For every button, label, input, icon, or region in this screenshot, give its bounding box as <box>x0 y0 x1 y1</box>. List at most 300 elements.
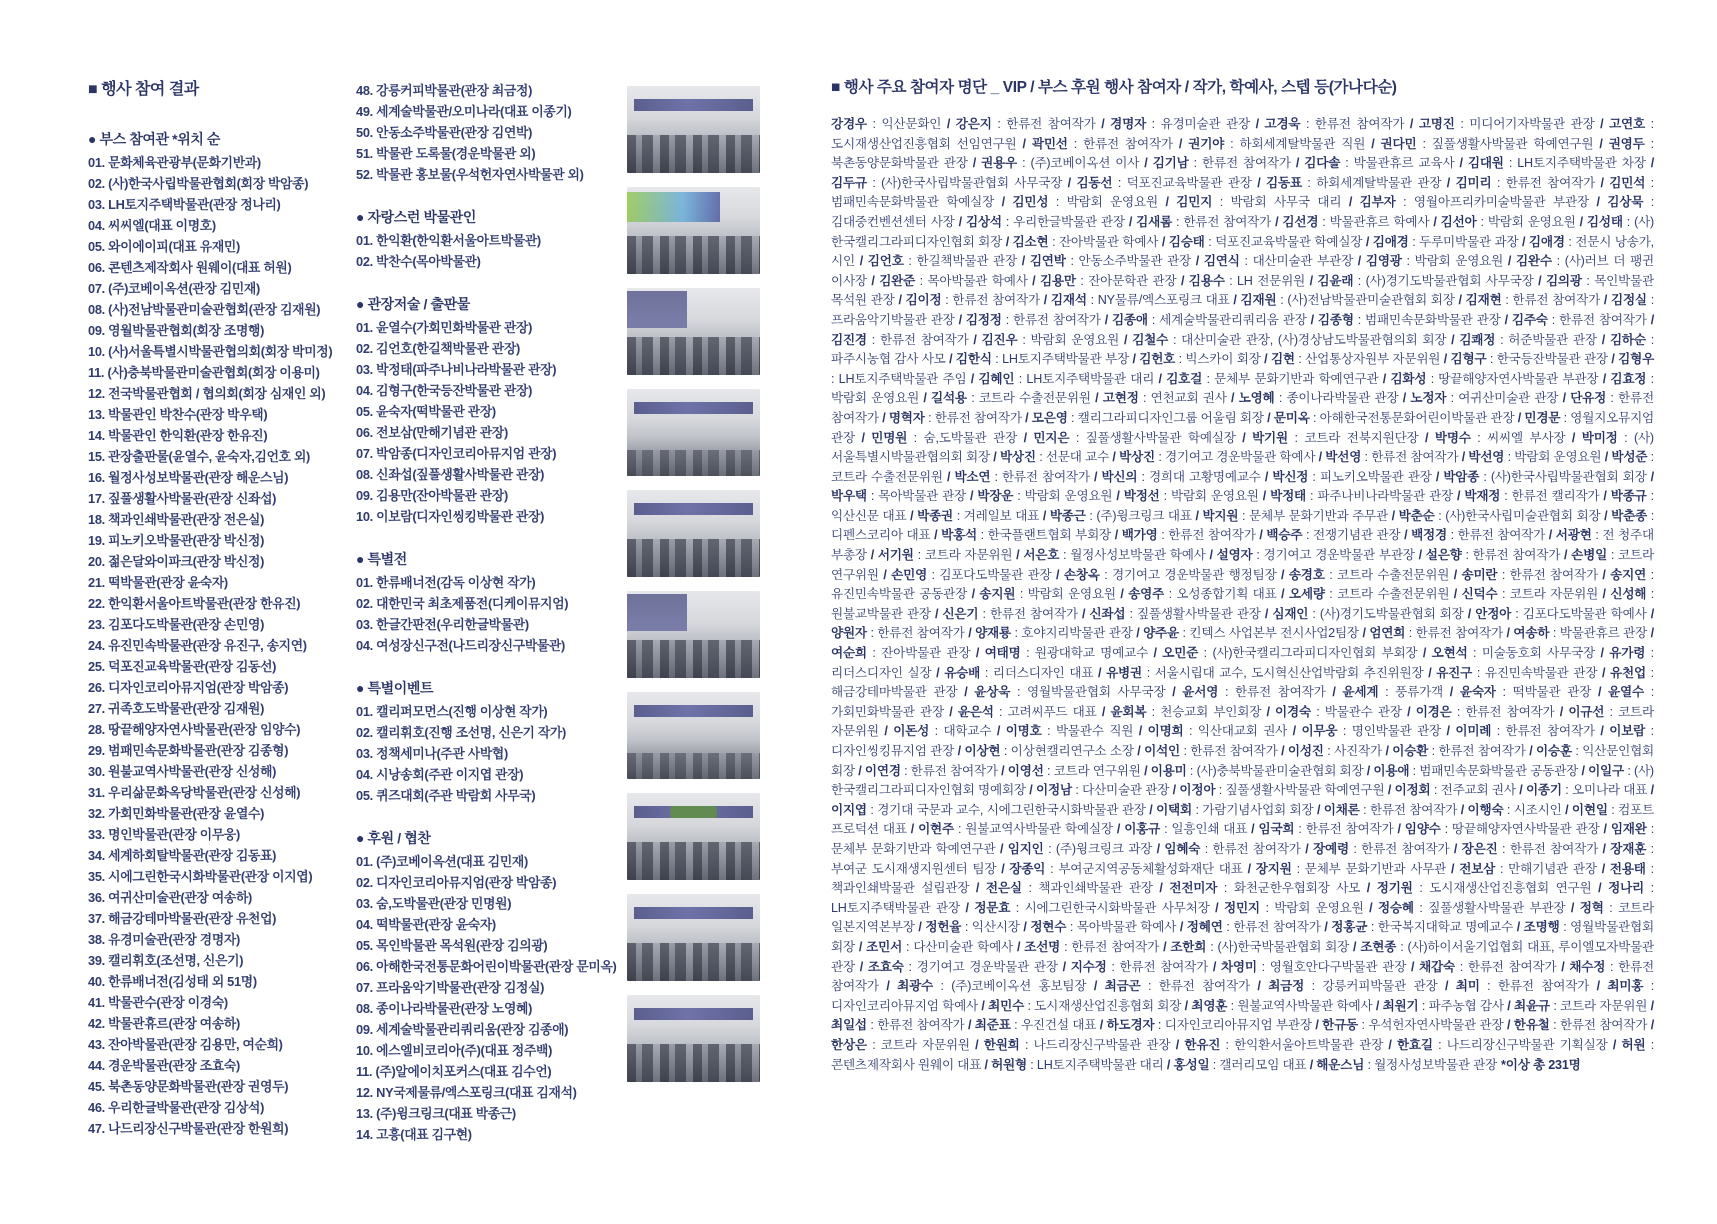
list-item: 34. 세계하회탈박물관(관장 김동표) <box>88 848 277 863</box>
participant-role: 연천교회 권사 <box>1150 391 1227 406</box>
list-item: 11. (주)알에이치포커스(대표 김수언) <box>356 1064 552 1079</box>
slash-separator: / <box>1594 724 1610 739</box>
slash-separator: / <box>1235 430 1253 445</box>
colon-separator: : <box>1440 822 1452 837</box>
slash-separator: / <box>1249 979 1269 994</box>
slash-separator: / <box>942 469 955 484</box>
participant-name: 오민준 <box>1162 646 1199 661</box>
participant-role: 한류전 참여작가 <box>1505 724 1595 739</box>
slash-separator: / <box>1360 881 1377 896</box>
slash-separator: / <box>1646 469 1654 484</box>
colon-separator: : <box>1204 234 1216 249</box>
colon-separator: : <box>1045 861 1059 876</box>
participant-role: 두루미박물관 과장 <box>1419 234 1519 249</box>
slash-separator: / <box>1090 391 1103 406</box>
participant-role: 덕포진교육박물관 관장 <box>1126 175 1252 190</box>
participant-name: 이홍규 <box>1124 822 1161 837</box>
participant-entry <box>1301 724 1455 738</box>
slash-separator: / <box>1514 410 1525 425</box>
slash-separator: / <box>1089 469 1102 484</box>
colon-separator: : <box>1646 371 1654 386</box>
slash-separator: / <box>1152 841 1165 856</box>
colon-separator: : <box>866 332 880 347</box>
participant-name: 정홍균 <box>1331 920 1368 935</box>
colon-separator: : <box>1495 332 1509 347</box>
colon-separator: : <box>866 646 882 661</box>
participant-role: (사)서울특별시박물관협의회 회장 <box>831 430 1654 465</box>
section-list <box>356 572 596 656</box>
colon-separator: : <box>1198 646 1213 661</box>
colon-separator: : <box>1571 744 1583 758</box>
participant-name: 유천업 <box>1610 665 1646 680</box>
participant-role: (사)한국캘리그라피디자인협회 회장 <box>831 214 1655 249</box>
participant-name: 모은영 <box>1031 410 1068 425</box>
colon-separator: : <box>1010 1018 1021 1033</box>
participant-entry <box>975 1018 1107 1032</box>
participant-name: 김정정 <box>965 312 1002 327</box>
participant-role: 영월아프리카미술박물관 부관장 <box>1413 195 1589 210</box>
participant-name: 허원형 <box>991 1057 1027 1072</box>
participant-role: 도시재생산업진흥협회 연구원 <box>1429 881 1592 896</box>
participant-name: 최원기 <box>1382 998 1419 1013</box>
slash-separator: / <box>1300 841 1314 856</box>
colon-separator: : <box>1024 998 1035 1013</box>
participant-name: 이미례 <box>1455 724 1492 739</box>
slash-separator: / <box>1647 998 1654 1013</box>
slash-separator: / <box>1208 959 1221 974</box>
participant-name: 김재석 <box>1050 293 1087 308</box>
participant-name: 김민지 <box>1176 195 1213 210</box>
slash-separator: / <box>1454 156 1468 171</box>
list-item: 35. 시에그린한국시화박물관(관장 이지엽) <box>88 869 313 884</box>
participant-role: 김포다도박물관 관장 <box>939 567 1052 582</box>
participant-entry <box>889 411 1032 425</box>
participant-name: 장지원 <box>1255 861 1292 876</box>
colon-separator: : <box>1010 900 1025 915</box>
participant-entry <box>1176 195 1359 209</box>
participant-name: 박상진 <box>1119 450 1155 465</box>
list-item: 21. 떡박물관(관장 윤숙자) <box>88 575 228 590</box>
participant-entry <box>1110 117 1264 131</box>
participant-entry <box>891 568 1064 582</box>
colon-separator: : <box>941 293 953 308</box>
list-item: 01. (주)코베이옥션(대표 김민재) <box>356 854 528 869</box>
slash-separator: / <box>1599 489 1611 504</box>
colon-separator: : <box>1300 117 1315 131</box>
participant-role: 떡박물관 관장 <box>1512 685 1592 700</box>
participant-role: 한류전 참여작가 <box>1559 312 1647 327</box>
participant-name: 오현석 <box>1431 646 1468 661</box>
colon-separator: : <box>1472 665 1485 680</box>
participant-name: 김민석 <box>1609 175 1646 190</box>
colon-separator: : <box>1603 900 1619 915</box>
list-item: 42. 박물관휴르(관장 여송하) <box>88 1016 240 1031</box>
participant-entry <box>964 744 1144 758</box>
participant-name: 이현일 <box>1571 802 1608 817</box>
colon-separator: : <box>1310 704 1325 719</box>
participant-role: 디자인코리아뮤지엄 부관장 <box>1164 1018 1312 1033</box>
participant-role: 한류전 참여작가 <box>1001 469 1090 484</box>
colon-separator: : <box>1183 724 1198 739</box>
participant-name: 권용우 <box>981 156 1018 171</box>
slash-separator: / <box>1086 979 1105 994</box>
slash-separator: / <box>1453 489 1465 504</box>
slash-separator: / <box>1595 646 1610 661</box>
participant-entry <box>1272 470 1443 484</box>
participant-name: 손민영 <box>891 567 928 582</box>
event-photo <box>627 591 760 678</box>
participant-entry <box>1360 195 1608 209</box>
participant-entry <box>1462 842 1611 856</box>
slash-separator: / <box>954 744 965 758</box>
participant-name: 최준표 <box>974 1018 1011 1033</box>
participant-entry <box>1169 881 1376 895</box>
slash-separator: / <box>1276 567 1289 582</box>
participant-entry <box>1318 313 1512 327</box>
participant-role: 한류전 참여작가 <box>910 763 998 778</box>
participant-role: 잔아문학관 관장 <box>1088 273 1177 288</box>
participant-entry <box>1324 803 1468 817</box>
list-item: 14. 고흥(대표 김구현) <box>356 1127 472 1142</box>
colon-separator: : <box>993 704 1008 719</box>
participant-role: (사)한국사립미술관협회 회장 <box>1445 508 1601 523</box>
participant-entry <box>1342 685 1459 699</box>
list-item: 51. 박물관 도록물(경운박물관 외) <box>356 146 536 161</box>
slash-separator: / <box>1463 606 1476 621</box>
participant-role: 코트라 자문위원 <box>831 704 1654 739</box>
participant-name: 이행숙 <box>1467 802 1504 817</box>
participant-role: 캘리그라피디자인그룹 어울림 회장 <box>1077 410 1264 425</box>
colon-separator: : <box>1001 312 1013 327</box>
participant-entry <box>1390 372 1610 386</box>
list-item: 24. 유진민속박물관(관장 유진구, 송지연) <box>88 638 307 653</box>
slash-separator: / <box>878 979 898 994</box>
participant-role: 아해한국전통문화어린이박물관 관장 <box>1319 410 1515 425</box>
participant-name: 이정아 <box>1179 783 1216 798</box>
slash-separator: / <box>1404 117 1419 131</box>
participant-entry <box>831 803 1156 817</box>
slash-separator: / <box>1247 822 1259 837</box>
colon-separator: : <box>1434 508 1446 523</box>
list-item: 02. 김언호(한길책박물관 관장) <box>356 341 521 356</box>
participant-role: 가회민화박물관 관장 <box>831 704 944 719</box>
participant-name: 김진우 <box>981 332 1018 347</box>
participant-role: 한류전 참여작가 <box>934 410 1022 425</box>
participant-entry <box>831 626 975 640</box>
participant-entry <box>1366 254 1516 268</box>
participant-name: 홍성일 <box>1173 1057 1210 1072</box>
participant-role: 문체부 문화기반과 학예연구관 <box>831 841 996 856</box>
list-item: 08. (사)전남박물관미술관협회(관장 김재원) <box>88 302 321 317</box>
list-item: 29. 범패민속문화박물관(관장 김종형) <box>88 743 289 758</box>
colon-separator: : <box>1291 861 1305 876</box>
participant-role: 한길책박물관 관장 <box>916 254 1017 269</box>
participant-name: 김주숙 <box>1511 312 1548 327</box>
participant-role: 한류전 참여작가 <box>1202 156 1291 171</box>
participant-entry <box>1416 705 1569 719</box>
participant-role: 코트라 자문위원 <box>880 1037 970 1052</box>
colon-separator: : <box>1409 763 1420 778</box>
participant-role: 천승교회 부인회장 <box>1160 704 1262 719</box>
colon-separator: : <box>1067 410 1078 425</box>
participant-role: LH 전문위원 <box>1237 273 1306 288</box>
participant-entry <box>1101 470 1272 484</box>
slash-separator: / <box>1170 1037 1185 1052</box>
section <box>356 678 596 806</box>
participant-name: 길석용 <box>931 391 967 406</box>
participant-name: 장은진 <box>1461 841 1498 856</box>
participant-entry <box>1373 764 1588 778</box>
participant-name: 조현종 <box>1360 939 1397 954</box>
participant-role: 디자인코리아뮤지엄 학예사 <box>831 998 979 1013</box>
colon-separator: : <box>900 763 911 778</box>
participant-name: 하도경자 <box>1106 1018 1155 1033</box>
slash-separator: / <box>1100 312 1112 327</box>
colon-separator: : <box>1418 998 1429 1013</box>
colon-separator: : <box>1645 175 1654 190</box>
colon-separator: : <box>1067 136 1084 151</box>
participant-role: (주)윙크링크 대표 <box>1096 508 1192 523</box>
participant-entry <box>978 372 1166 386</box>
slash-separator: / <box>1205 548 1217 563</box>
participant-role: 한류전 참여작가 <box>1465 704 1555 719</box>
list-item: 11. (사)충북박물관미술관협회(회장 이용미) <box>88 365 320 380</box>
list-item: 04. 김형구(한국등잔박물관 관장) <box>356 383 533 398</box>
slash-separator: / <box>1157 195 1177 210</box>
participant-name: 최미홍 <box>1607 979 1644 994</box>
participant-entry <box>1162 646 1431 660</box>
colon-separator: : <box>1015 587 1028 602</box>
colon-separator: : <box>1220 1037 1235 1052</box>
colon-separator: : <box>1559 920 1571 935</box>
participant-entry <box>1110 705 1275 719</box>
colon-separator: : <box>1302 528 1313 543</box>
slash-separator: / <box>1598 371 1611 386</box>
participant-role: 부여군지역공동체활성화재단 대표 <box>1058 861 1243 876</box>
slash-separator: / <box>1133 724 1148 739</box>
participant-role: 목아박물관 학예사 <box>1076 920 1177 935</box>
participant-role: 코트라 수출전문위원 <box>978 391 1091 406</box>
participant-name: 이경숙 <box>1275 704 1311 719</box>
participant-entry <box>1426 548 1571 562</box>
participant-name: 김연박 <box>1029 254 1066 269</box>
participant-role: 빅스카이 회장 <box>1185 352 1261 367</box>
list-item: 36. 여귀산미술관(관장 여송하) <box>88 890 253 905</box>
list-item: 01. 캘리퍼모먼스(진행 이상현 작가) <box>356 704 548 719</box>
participant-name: 이돈성 <box>893 724 930 739</box>
participant-role: 대산미술관 부관장 <box>1252 254 1354 269</box>
list-item: 04. 씨씨엘(대표 이명호) <box>88 218 216 233</box>
participant-name: 고명진 <box>1418 117 1455 131</box>
colon-separator: : <box>1021 881 1039 896</box>
list-item: 02. 캘리휘호(진행 조선명, 신은기 작가) <box>356 725 566 740</box>
participant-entry <box>1136 215 1282 229</box>
participant-role: 이상현캘리연구소 소장 <box>1010 744 1134 758</box>
participant-entry <box>1119 450 1325 464</box>
participant-name: 송지연 <box>1610 567 1647 582</box>
participant-name: 엄연희 <box>1369 626 1406 641</box>
participant-name: 최광수 <box>897 979 934 994</box>
participant-entry <box>1475 607 1654 621</box>
participant-role: 영월호안다구박물관 관장 <box>1269 959 1407 974</box>
slash-separator: / <box>930 606 943 621</box>
participant-role: 디펜스코리아 대표 <box>831 528 931 543</box>
section <box>356 549 596 656</box>
participant-name: 백승주 <box>1266 528 1303 543</box>
participant-entry <box>918 822 1124 836</box>
slash-separator: / <box>1077 606 1090 621</box>
colon-separator: : <box>1146 704 1161 719</box>
colon-separator: : <box>1017 156 1031 171</box>
participant-name: 설영자 <box>1216 548 1253 563</box>
participant-role: 경기여고 경운박물관 행정팀장 <box>1112 567 1277 582</box>
slash-separator: / <box>866 548 878 563</box>
participant-entry <box>1106 666 1436 680</box>
participant-name: 최금정 <box>1268 979 1305 994</box>
participant-name: 박정태 <box>1270 489 1307 504</box>
participant-role: 호야지리박물관 관장 <box>1021 626 1133 641</box>
colon-separator: : <box>978 606 990 621</box>
colon-separator: : <box>915 273 928 288</box>
slash-separator: / <box>1591 881 1609 896</box>
slash-separator: / <box>1260 469 1273 484</box>
colon-separator: : <box>1306 489 1318 504</box>
slash-separator: / <box>995 841 1008 856</box>
participant-name: 한규동 <box>1322 1018 1359 1033</box>
participant-role: 풍류가객 <box>1395 685 1444 700</box>
slash-separator: / <box>994 195 1013 210</box>
colon-separator: : <box>1324 567 1338 582</box>
colon-separator: : <box>1309 410 1320 425</box>
participant-name: 임지인 <box>1007 841 1044 856</box>
participant-entry <box>1405 822 1611 836</box>
participant-role: 한류전 참여작가 <box>1509 567 1598 582</box>
colon-separator: : <box>1430 783 1441 798</box>
participant-entry <box>906 293 1051 307</box>
slash-separator: / <box>1016 136 1032 151</box>
participant-name: 채갑숙 <box>1419 959 1455 974</box>
participant-entry <box>1456 176 1610 190</box>
participant-entry <box>871 431 1033 445</box>
slash-separator: / <box>1597 567 1611 582</box>
participant-role: 나드리장신구박물관 관장 <box>1033 1037 1171 1052</box>
participant-name: 김윤래 <box>1317 273 1354 288</box>
colon-separator: : <box>1645 724 1654 739</box>
colon-separator: : <box>1215 783 1226 798</box>
participant-role: 박물관휴르 관장 <box>1559 626 1648 641</box>
colon-separator: : <box>1001 214 1014 229</box>
colon-separator: : <box>1401 254 1415 269</box>
slash-separator: / <box>1306 1057 1317 1072</box>
participant-entry <box>991 1058 1173 1072</box>
participant-name: 안정아 <box>1475 606 1512 621</box>
participant-role: 우리한글박물관 관장 <box>1013 214 1125 229</box>
section-heading: ● 특별이벤트 <box>356 680 434 696</box>
section <box>356 207 596 272</box>
colon-separator: : <box>1085 508 1097 523</box>
participant-entry <box>977 489 1123 503</box>
slash-separator: / <box>1363 763 1374 778</box>
participant-entry <box>831 117 956 131</box>
participant-role: 익산시장 <box>971 920 1020 935</box>
colon-separator: : <box>1364 1057 1375 1072</box>
participant-entry <box>979 587 1128 601</box>
participant-entry <box>1112 313 1318 327</box>
participant-entry <box>1411 528 1556 542</box>
participant-role: 미술동호회 사무국장 <box>1481 646 1595 661</box>
slash-separator: / <box>1431 469 1444 484</box>
colon-separator: : <box>1252 548 1264 563</box>
participant-role: 만해기념관 관장 <box>1508 861 1597 876</box>
participant-name: 곽민선 <box>1031 136 1068 151</box>
slash-separator: / <box>996 861 1010 876</box>
participant-name: 서광현 <box>1555 528 1592 543</box>
list-item: 02. (사)한국사립박물관협회(회장 박암종) <box>88 176 309 191</box>
participant-entry <box>866 940 1024 954</box>
participant-role: 한류전 참여작가 <box>952 293 1040 308</box>
colon-separator: : <box>1461 548 1473 563</box>
participant-entry <box>966 215 1136 229</box>
participant-role: 박물관휴르 학예사 <box>1329 214 1430 229</box>
participant-entry <box>1436 666 1610 680</box>
slash-separator: / <box>1545 528 1556 543</box>
participant-role: 한류전 참여작가 <box>1509 841 1599 856</box>
participant-entry <box>1008 764 1151 778</box>
slash-separator: / <box>919 391 931 406</box>
participant-entry <box>1169 235 1373 249</box>
slash-separator: / <box>1607 352 1619 367</box>
slash-separator: / <box>1139 156 1153 171</box>
participant-name: 김재현 <box>1465 293 1502 308</box>
participant-entry <box>1224 901 1378 915</box>
slash-separator: / <box>1051 567 1064 582</box>
participant-name: 조민서 <box>866 939 903 954</box>
participant-entry <box>1188 137 1380 151</box>
slash-separator: / <box>1596 332 1610 347</box>
section <box>356 80 596 185</box>
list-item: 33. 명인박물관(관장 이무웅) <box>88 827 240 842</box>
participant-name: 손병일 <box>1571 548 1608 563</box>
colon-separator: : <box>1259 900 1275 915</box>
colon-separator: : <box>1447 528 1458 543</box>
participant-name: 김연식 <box>1203 254 1240 269</box>
participant-entry <box>1288 744 1392 758</box>
participant-name: 박선영 <box>1325 450 1362 465</box>
slash-separator: / <box>1152 881 1170 896</box>
slash-separator: / <box>1406 959 1420 974</box>
colon-separator: : <box>1470 430 1488 445</box>
participant-name: 최윤규 <box>1514 998 1550 1013</box>
participant-name: 채수정 <box>1569 959 1606 974</box>
participant-role: (주)코베이옥션 홍보팀장 <box>951 979 1087 994</box>
colon-separator: : <box>1206 939 1218 954</box>
participant-entry <box>1264 117 1418 131</box>
participant-name: 김종애 <box>1111 312 1148 327</box>
participant-name: 김두규 <box>831 175 867 190</box>
slash-separator: / <box>1400 528 1412 543</box>
participant-name: 김승태 <box>1168 234 1205 249</box>
participant-role: 영월박물관협회 회장 <box>831 920 1654 954</box>
list-item: 09. 세계술박물관리쿼리움(관장 김종애) <box>356 1022 569 1037</box>
colon-separator: : <box>1359 802 1370 817</box>
participant-role: 짚풀생활사박물관 부관장 <box>1428 900 1566 915</box>
slash-separator: / <box>1458 450 1469 465</box>
participant-role: 한류전 참여작가 <box>1457 528 1546 543</box>
participant-entry <box>1270 489 1464 503</box>
colon-separator: : <box>1323 744 1335 758</box>
participant-role: 박람회 운영요원 <box>1171 489 1259 504</box>
slash-separator: / <box>878 567 892 582</box>
